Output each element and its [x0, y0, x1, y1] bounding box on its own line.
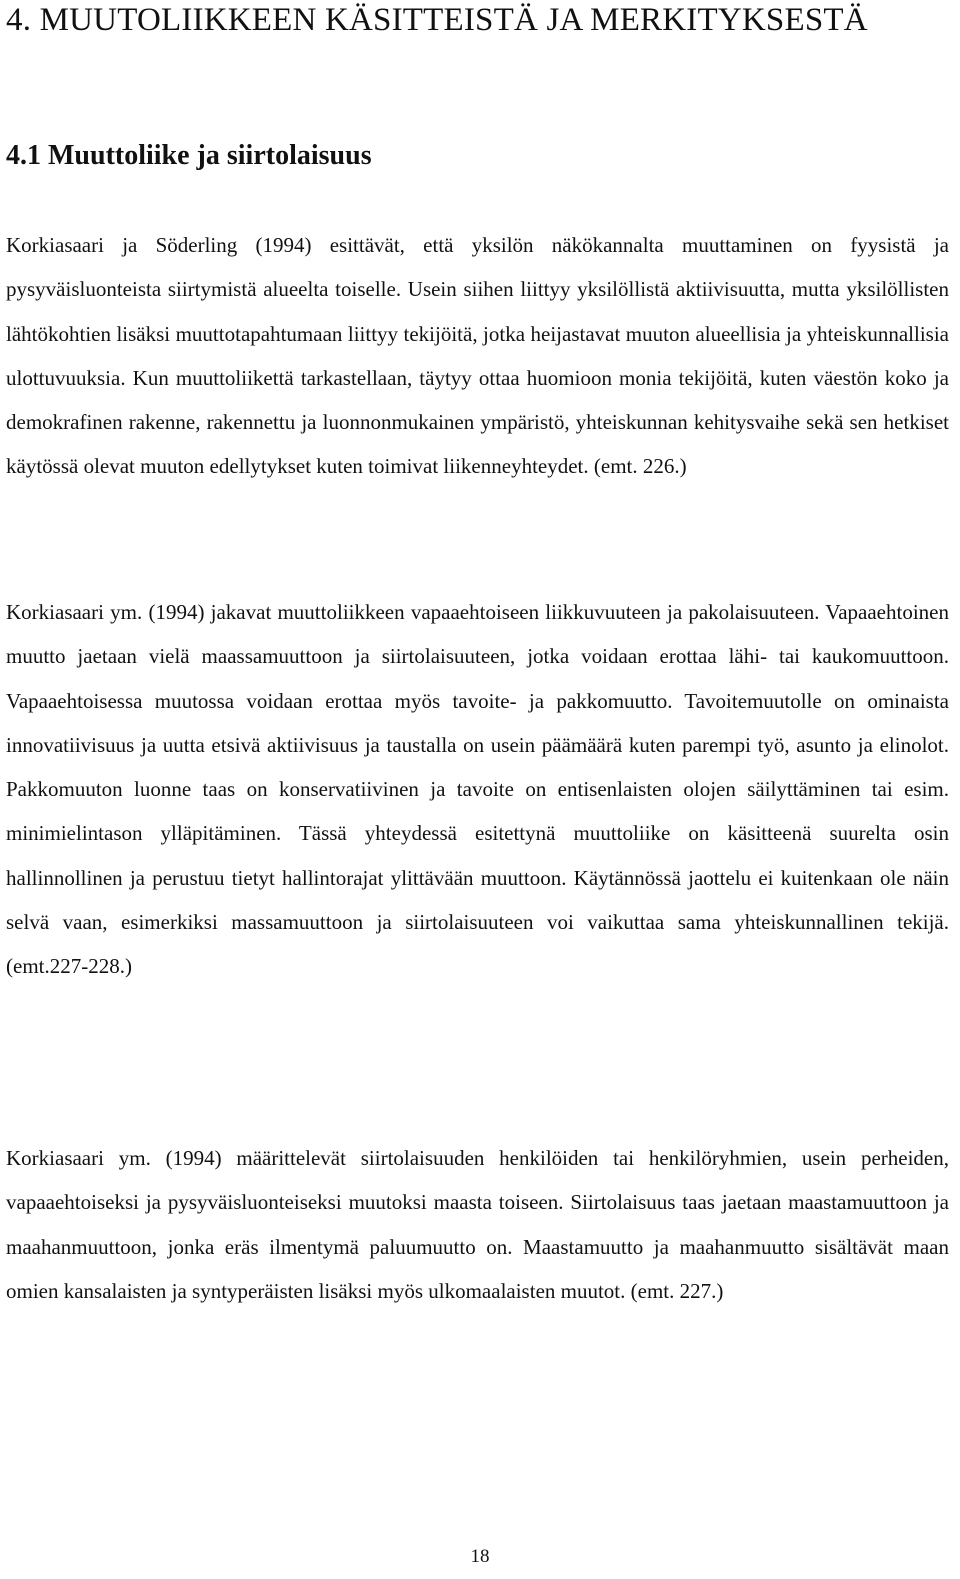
- body-paragraph: Korkiasaari ym. (1994) jakavat muuttoliikkeen vapaaehtoiseen liikkuvuuteen ja pakolaisuuteen. Vapaaehtoinen muutto jaetaan vielä maassamuuttoon ja siirtolaisuuteen, jotka voidaan erottaa lähi- tai kaukomuuttoon. Vapaaehtoisessa muutossa voidaan erottaa myös tavoite- ja pakkomuutto. Tavoitemuutolle on ominaista innovatiivisuus ja uutta etsivä aktiivisuus ja taustalla on usein päämäärä kuten parempi työ, asunto ja elinolot. Pakkomuuton luonne taas on konservatiivinen ja tavoite on entisenlaisten olojen säilyttäminen tai esim. minimielintason ylläpitäminen. Tässä yhteydessä esitettynä muuttoliike on käsitteenä suurelta osin hallinnollinen ja perustuu tietyt hallintorajat ylittävään muuttoon. Käytännössä jaottelu ei kuitenkaan ole näin selvä vaan, esimerkiksi massamuuttoon ja siirtolaisuuteen voi vaikuttaa sama yhteiskunnallinen tekijä. (emt.227-228.): [6, 600, 949, 979]
- body-paragraph: Korkiasaari ja Söderling (1994) esittävät, että yksilön näkökannalta muuttaminen on fyysistä ja pysyväisluonteista siirtymistä alueelta toiselle. Usein siihen liittyy yksilöllistä aktiivisuutta, mutta yksilöllisten lähtökohtien lisäksi muuttotapahtumaan liittyy tekijöitä, jotka heijastavat muuton alueellisia ja yhteiskunnallisia ulottuvuuksia. Kun muuttoliikettä tarkastellaan, täytyy ottaa huomioon monia tekijöitä, kuten väestön koko ja demokrafinen rakenne, rakennettu ja luonnonmukainen ympäristö, yhteiskunnan kehitysvaihe sekä sen hetkiset käytössä olevat muuton edellytykset kuten toimivat liikenneyhteydet. (emt. 226.): [6, 233, 949, 479]
- chapter-heading: 4. MUUTOLIIKKEEN KÄSITTEISTÄ JA MERKITYKSESTÄ: [6, 2, 868, 38]
- page-number: 18: [470, 1546, 490, 1567]
- section-heading: 4.1 Muuttoliike ja siirtolaisuus: [6, 140, 372, 171]
- body-paragraph: Korkiasaari ym. (1994) määrittelevät siirtolaisuuden henkilöiden tai henkilöryhmien, usein perheiden, vapaaehtoiseksi ja pysyväisluonteiseksi muutoksi maasta toiseen. Siirtolaisuus taas jaetaan maastamuuttoon ja maahanmuuttoon, jonka eräs ilmentymä paluumuutto on. Maastamuutto ja maahanmuutto sisältävät maan omien kansalaisten ja syntyperäisten lisäksi myös ulkomaalaisten muutot. (emt. 227.): [6, 1146, 949, 1303]
